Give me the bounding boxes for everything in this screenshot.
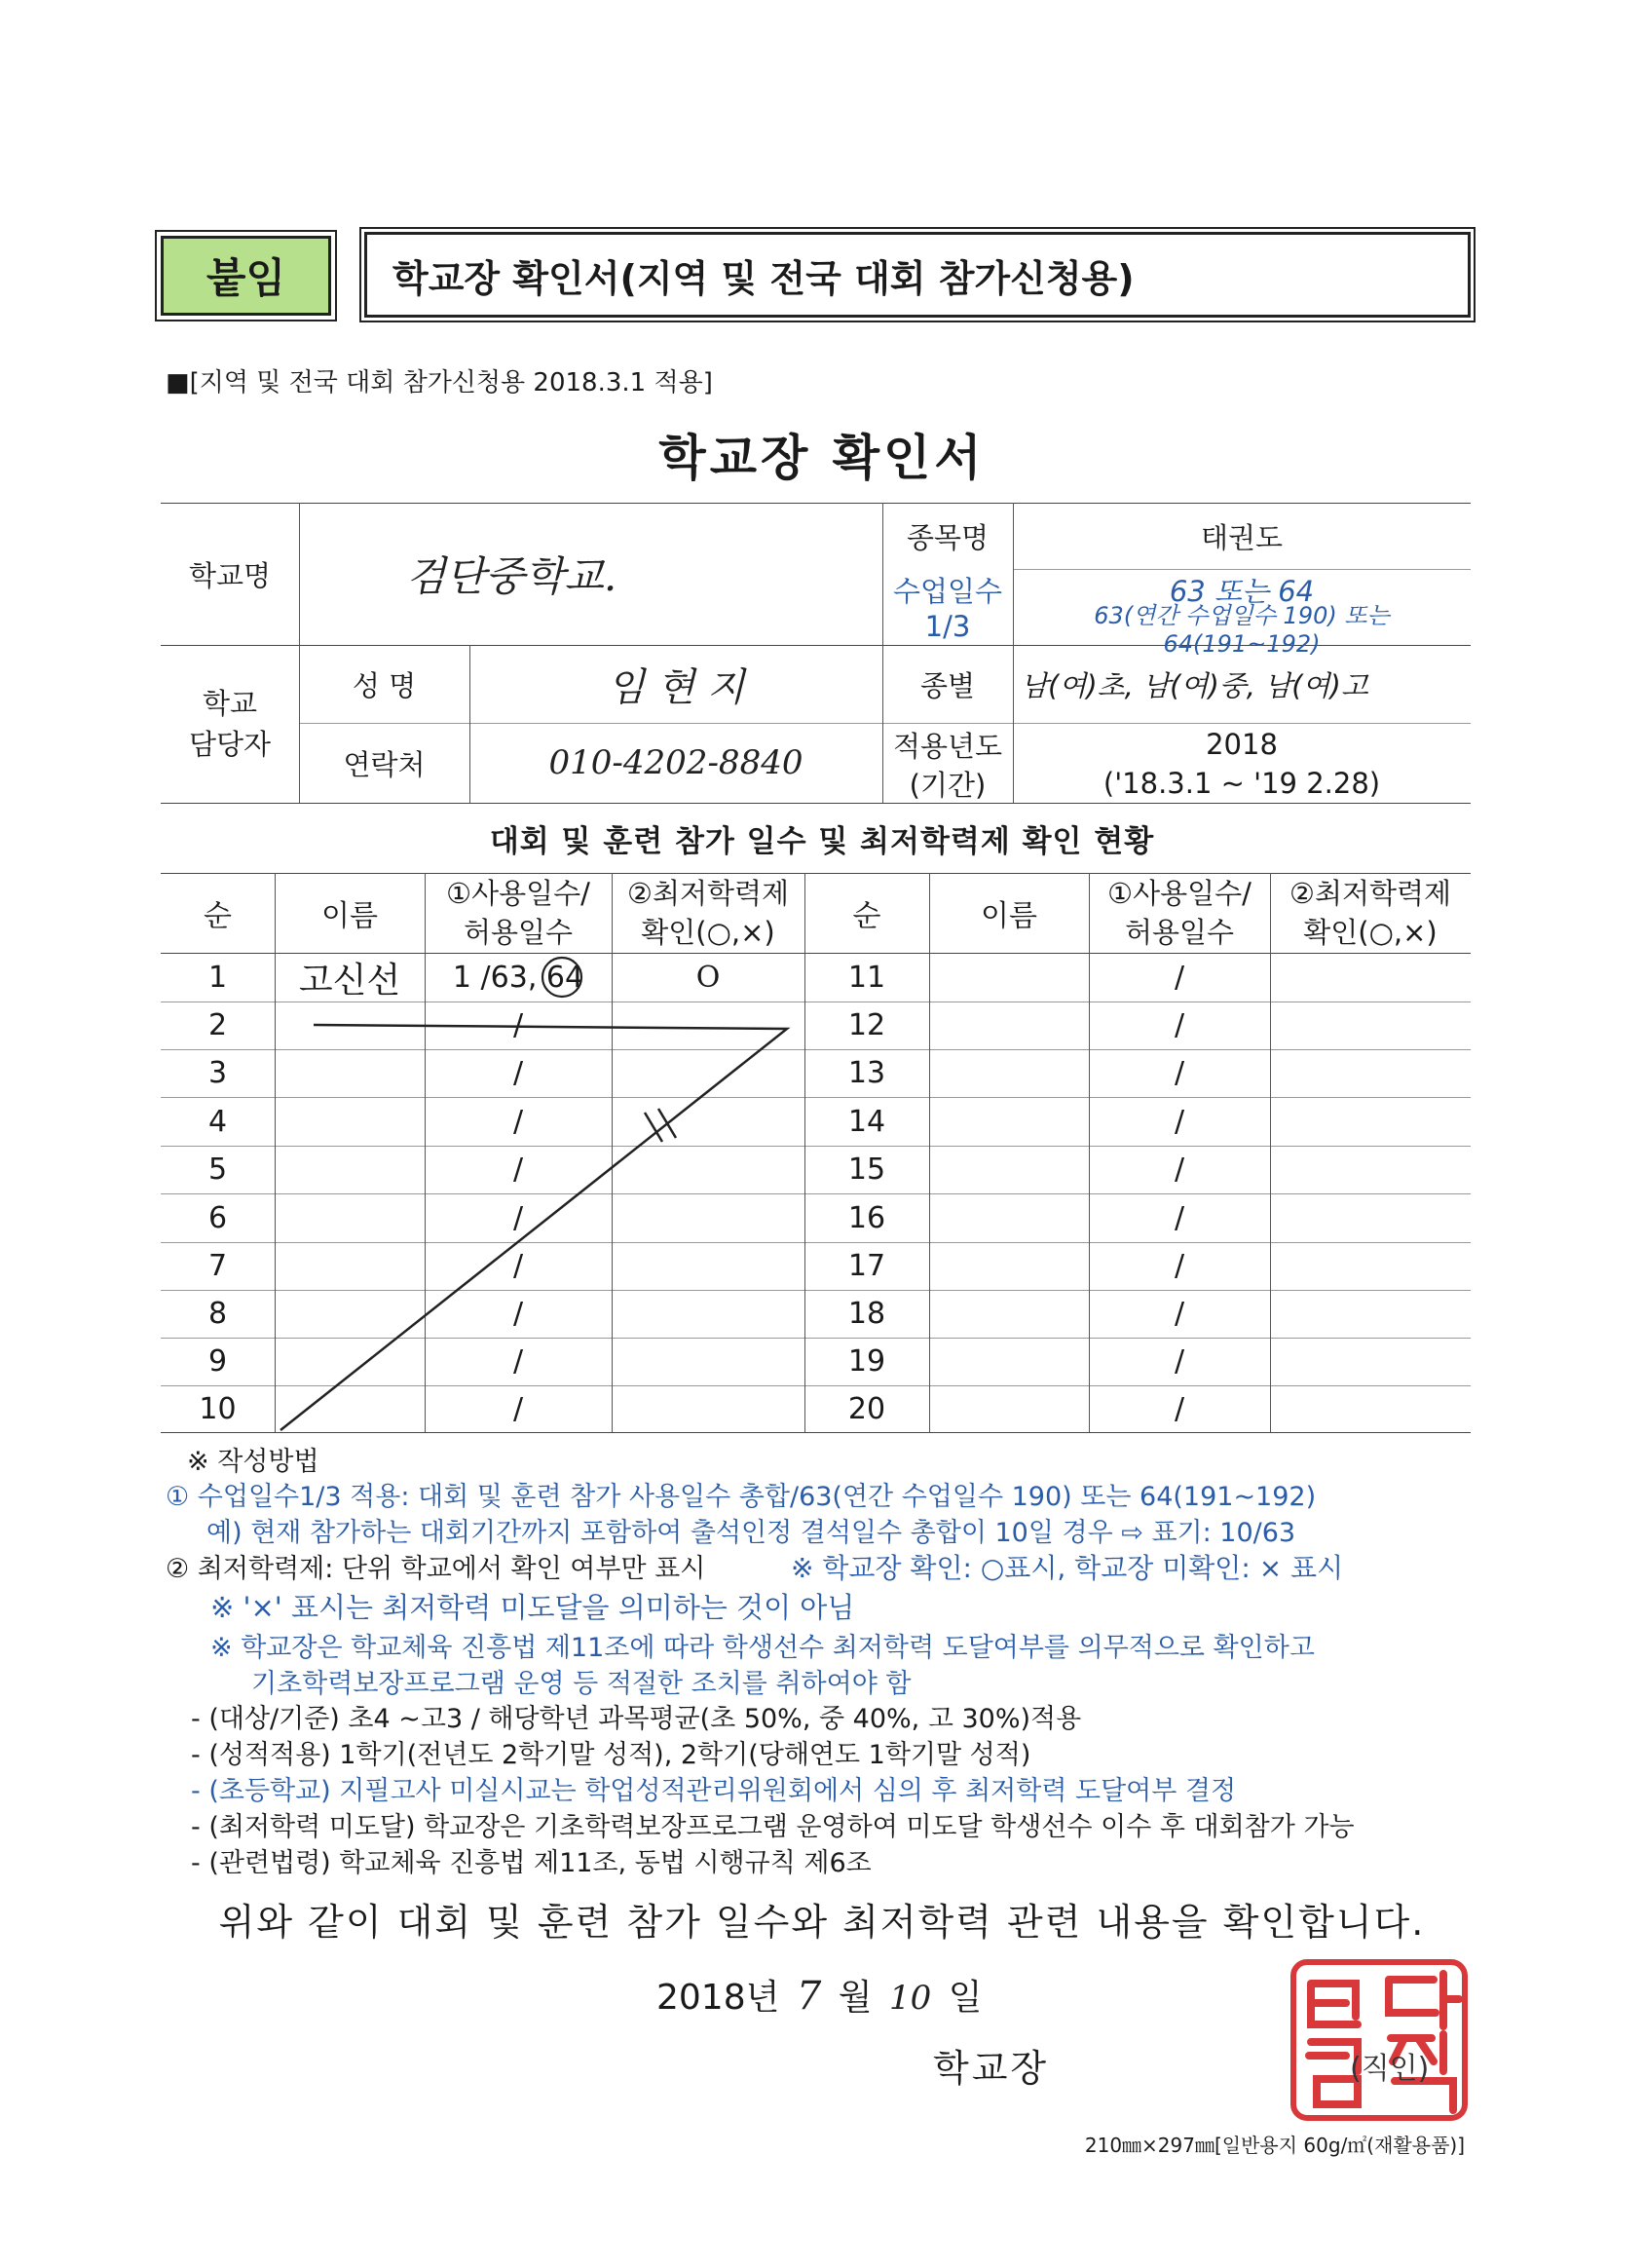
row-number-right: 19 xyxy=(847,1344,886,1379)
row-check: O xyxy=(695,960,721,995)
detail-2: - (성적적용) 1학기(전년도 2학기말 성적), 2학기(당해연도 1학기말 성적) xyxy=(191,1740,1031,1770)
row-days: / xyxy=(512,1008,524,1042)
header-no: 순 xyxy=(204,899,232,933)
person-name-value: 임 현 지 xyxy=(607,664,745,710)
sport-label: 종목명 xyxy=(906,520,990,554)
date-month: 7 xyxy=(796,1974,822,2019)
row-days-right: / xyxy=(1174,960,1185,995)
row-number-right: 11 xyxy=(847,960,886,995)
header-days-line2: 허용일수 xyxy=(463,916,574,949)
row-number: 7 xyxy=(207,1249,228,1283)
confirmation-statement: 위와 같이 대회 및 훈련 참가 일수와 최저학력 관련 내용을 확인합니다. xyxy=(218,1901,1426,1944)
row-number-right: 20 xyxy=(847,1391,886,1426)
row-number: 3 xyxy=(207,1056,228,1090)
row-days-right: / xyxy=(1174,1391,1185,1426)
year-value: 2018 xyxy=(1206,728,1278,761)
date-day-unit: 일 xyxy=(948,1978,983,2018)
row-number: 6 xyxy=(207,1200,228,1235)
row-number: 5 xyxy=(207,1153,228,1187)
header-check-right-line2: 확인(○,×) xyxy=(1303,916,1438,949)
header-check-right-line1: ②최저학력제 xyxy=(1289,877,1452,910)
row-number: 9 xyxy=(207,1344,228,1379)
row-days-right: / xyxy=(1174,1297,1185,1331)
header-name: 이름 xyxy=(321,899,378,933)
class-days-detail: 63(연간 수업일수 190) 또는 64(191~192) xyxy=(1094,601,1390,658)
header-days-right-line2: 허용일수 xyxy=(1124,916,1235,949)
detail-1: - (대상/기준) 초4 ~고3 / 해당학년 과목평균(초 50%, 중 40%, 고 30%)적용 xyxy=(191,1704,1082,1734)
class-days-label: 수업일수 xyxy=(892,574,1003,608)
note-2a: ② 최저학력제: 단위 학교에서 확인 여부만 표시 xyxy=(166,1554,706,1584)
note-2b: ※ 학교장 확인: ○표시, 학교장 미확인: × 표시 xyxy=(791,1552,1344,1584)
row-number-right: 12 xyxy=(847,1008,886,1042)
contact-label: 연락처 xyxy=(343,747,426,781)
header-days-right-line1: ①사용일수/ xyxy=(1107,877,1252,910)
header-name-right: 이름 xyxy=(981,899,1037,933)
row-days: / xyxy=(512,1056,524,1090)
year-label-2: (기간) xyxy=(909,768,987,802)
header-check-line2: 확인(○,×) xyxy=(641,916,775,949)
row-days: / xyxy=(512,1249,524,1283)
row-days-right: / xyxy=(1174,1200,1185,1235)
header-title: 학교장 확인서(지역 및 전국 대회 참가신청용) xyxy=(364,232,1471,318)
header-days-line1: ①사용일수/ xyxy=(446,877,590,910)
attachment-badge: 붙임 xyxy=(161,236,331,316)
section-heading: 대회 및 훈련 참가 일수 및 최저학력제 확인 현황 xyxy=(489,824,1155,859)
row-number: 1 xyxy=(207,960,228,995)
row-days: / xyxy=(512,1297,524,1331)
row-number: 4 xyxy=(207,1104,228,1139)
notes-heading: ※ 작성방법 xyxy=(187,1447,319,1477)
manager-label-2: 담당자 xyxy=(188,727,272,761)
category-label: 종별 xyxy=(919,668,976,702)
document-title: 학교장 확인서 xyxy=(658,430,986,486)
row-number-right: 13 xyxy=(847,1056,886,1090)
row-days-right: / xyxy=(1174,1008,1185,1042)
sport-value: 태권도 xyxy=(1200,520,1284,554)
header-no-right: 순 xyxy=(852,899,881,933)
note-1b: 예) 현재 참가하는 대회기간까지 포함하여 출석인정 결석일수 총합이 10일 경우 ⇨ 표기: 10/63 xyxy=(206,1518,1296,1548)
school-name-label: 학교명 xyxy=(188,558,272,592)
row-number: 10 xyxy=(199,1391,237,1426)
seal-label: (직인) xyxy=(1350,2052,1430,2086)
row-number-right: 16 xyxy=(847,1200,886,1235)
contact-value: 010-4202-8840 xyxy=(548,743,803,782)
row-days: / xyxy=(512,1200,524,1235)
manager-label-1: 학교 xyxy=(202,686,258,720)
row-days: / xyxy=(512,1391,524,1426)
row-name: 고신선 xyxy=(298,960,401,1001)
row-number-right: 14 xyxy=(847,1104,886,1139)
name-label: 성 명 xyxy=(352,668,417,702)
note-1a: ① 수업일수1/3 적용: 대회 및 훈련 참가 사용일수 총합/63(연간 수업일수 190) 또는 64(191~192) xyxy=(166,1482,1317,1512)
row-number-right: 18 xyxy=(847,1297,886,1331)
detail-4: - (최저학력 미도달) 학교장은 기초학력보장프로그램 운영하여 미도달 학생선수 이수 후 대회참가 가능 xyxy=(191,1812,1355,1842)
paper-spec: 210㎜×297㎜[일반용지 60g/㎡(재활용품)] xyxy=(1084,2134,1465,2157)
scope-note: ■[지역 및 전국 대회 참가신청용 2018.3.1 적용] xyxy=(166,368,713,397)
row-days-right: / xyxy=(1174,1249,1185,1283)
school-name-value: 검단중학교. xyxy=(406,552,617,600)
detail-3: - (초등학교) 지필고사 미실시교는 학업성적관리위원회에서 심의 후 최저학력 도달여부 결정 xyxy=(191,1776,1237,1806)
category-value: 남(여)초, 남(여)중, 남(여)고 xyxy=(1021,668,1368,702)
date-month-unit: 월 xyxy=(838,1978,873,2018)
principal-title: 학교장 xyxy=(933,2047,1050,2090)
row-days-right: / xyxy=(1174,1056,1185,1090)
row-days-right: / xyxy=(1174,1153,1185,1187)
row-days: / xyxy=(512,1153,524,1187)
class-days-fraction: 1/3 xyxy=(924,610,971,643)
issue-date xyxy=(656,1970,983,2020)
detail-5: - (관련법령) 학교체육 진흥법 제11조, 동법 시행규칙 제6조 xyxy=(191,1848,872,1878)
row-number-right: 15 xyxy=(847,1153,886,1187)
year-label-1: 적용년도 xyxy=(892,729,1003,763)
header-check-line1: ②최저학력제 xyxy=(626,877,790,910)
row-days: / xyxy=(512,1104,524,1139)
note-3: ※ '×' 표시는 최저학력 미도달을 의미하는 것이 아님 xyxy=(210,1591,855,1624)
row-days-right: / xyxy=(1174,1344,1185,1379)
note-4a: ※ 학교장은 학교체육 진흥법 제11조에 따라 학생선수 최저학력 도달여부를 의무적으로 확인하고 xyxy=(210,1633,1315,1663)
school-seal xyxy=(1288,1958,1471,2122)
year-period: ('18.3.1 ~ '19 2.28) xyxy=(1102,767,1381,800)
class-days-value: 63 또는 64 xyxy=(1169,574,1315,608)
row-number: 8 xyxy=(207,1297,228,1331)
date-day: 10 xyxy=(889,1979,932,2018)
note-4b: 기초학력보장프로그램 운영 등 적절한 조치를 취하여야 함 xyxy=(251,1669,912,1699)
row-number: 2 xyxy=(207,1008,228,1042)
date-year: 2018년 xyxy=(656,1978,780,2018)
row-days: 1 /63, 64 xyxy=(452,960,584,995)
row-days-right: / xyxy=(1174,1104,1185,1139)
row-days: / xyxy=(512,1344,524,1379)
row-number-right: 17 xyxy=(847,1249,886,1283)
